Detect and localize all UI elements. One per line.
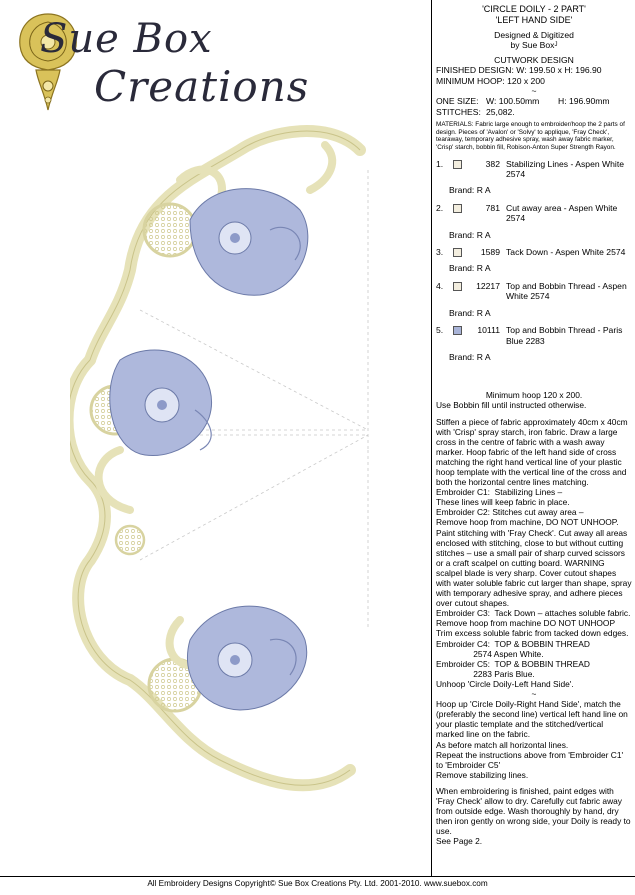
instruction-part-2: Hoop up 'Circle Doily-Right Hand Side', match the (preferably the second line) vertical left hand line on your plastic template and the stitched/vertical marked line on the fabric. As before match all horizontal lines. Repeat the instructions above from 'Embroider C1' to 'Embroider C5' Remove stabilizing lines. xyxy=(436,699,628,780)
doily-design-preview xyxy=(70,120,400,840)
stitches-row: STITCHES: 25,082. xyxy=(436,106,515,117)
logo-line-1: Sue Box xyxy=(40,16,213,62)
bobbin-note: Use Bobbin fill until instructed otherwise. xyxy=(436,400,587,411)
design-type: CUTWORK DESIGN xyxy=(494,54,574,65)
thread-swatch xyxy=(453,282,462,291)
footer-divider xyxy=(0,876,635,877)
color-stop-4: 4. 12217 Top and Bobbin Thread - Aspen White 2574 Brand: R A xyxy=(436,280,627,318)
brand-logo xyxy=(8,6,310,118)
header-separator: ~ xyxy=(531,86,537,97)
color-stop-3: 3. 1589 Tack Down - Aspen White 2574 Brand: R A xyxy=(436,247,626,274)
panel-divider xyxy=(431,0,432,876)
finished-design-row: FINISHED DESIGN: W: 199.50 x H: 196.90 xyxy=(436,65,602,76)
thread-swatch xyxy=(453,204,462,213)
instruction-steps: Stiffen a piece of fabric approximately 40cm x 40cm with 'Crisp' spray starch, iron fabric. Draw a large cross in the centre of fabric with a wash away marker. Hoop fabric of the left hand side of cross matching the right hand vertical line of your plastic hoop template with the vertical line of the cross and both the horizontal centre lines matching. Embroider C1: Stabilizing Lines – These lines will keep fabric in place. Embroider C2: Stitches cut away area – Remove hoop from machine, DO NOT UNHOOP. Paint stitching with 'Fray Check'. Cut away all areas enclosed with stitching, close to but without cutting stitches – use a small pair of sharp curved scissors or a craft scalpel on cutting board. WARNING scalpel blade is very sharp. Cover cutout shapes with water soluble fabric cut larger than shape, spray with temporary adhesive spray, and adhere pieces over cutout shapes. Embroider C3: Tack Down – attaches soluble fabric. Remove hoop from machine DO NOT UNHOOP Trim excess soluble fabric from tacked down edges. Embroider C4: TOP & BOBBIN THREAD 2574 Aspen White. Embroider C5: TOP & BOBBIN THREAD 2283 Paris Blue. Unhoop 'Circle Doily-Left Hand Side'. xyxy=(436,416,632,689)
color-stop-5: 5. 10111 Top and Bobbin Thread - Paris Blue 2283 Brand: R A xyxy=(436,325,623,362)
design-title-line-2: 'LEFT HAND SIDE' xyxy=(495,15,573,25)
color-stop-1: 1. 382 Stabilizing Lines - Aspen White 2574 Brand: R A xyxy=(436,158,624,196)
instructions xyxy=(436,390,632,846)
logo-line-2: Creations xyxy=(94,62,310,111)
copyright-footer: All Embroidery Designs Copyright© Sue Box Creations Pty. Ltd. 2001-2010. www.suebox.com xyxy=(147,879,488,888)
minimum-hoop-row: MINIMUM HOOP: 120 x 200 xyxy=(436,75,545,86)
thread-swatch xyxy=(453,326,462,335)
instruction-finish: When embroidering is finished, paint edges with 'Fray Check' allow to dry. Carefully cut fabric away from outside edge. Wash thoroughly by hand, dry then iron gently on wrong side, your Doily is ready to use. See Page 2. xyxy=(436,785,631,847)
instruction-separator: ~ xyxy=(531,689,537,700)
design-info-panel xyxy=(436,4,632,846)
materials-text: MATERIALS: Fabric large enough to embroider/hoop the 2 parts of design. Pieces of 'Avalon' or 'Solvy' to applique, 'Fray Check', tearaway, temporary adhesive spray, wash away fabric marker, 'Crisp' starch, bobbin fill, Robison-Anton Super Strength Rayon. xyxy=(436,121,625,152)
color-stop-2: 2. 781 Cut away area - Aspen White 2574 Brand: R A xyxy=(436,202,618,240)
designer-credit: by Sue Box$^J$ xyxy=(510,40,558,51)
design-title-line-1: 'CIRCLE DOILY - 2 PART' xyxy=(482,4,586,14)
hoop-note: Minimum hoop 120 x 200. xyxy=(485,390,583,401)
thread-swatch xyxy=(453,160,462,169)
color-stop-list xyxy=(436,159,632,363)
designed-label: Designed & Digitized xyxy=(494,30,574,40)
one-size-row: ONE SIZE: W: 100.50mm H: 196.90mm xyxy=(436,96,610,107)
thread-swatch xyxy=(453,248,462,257)
